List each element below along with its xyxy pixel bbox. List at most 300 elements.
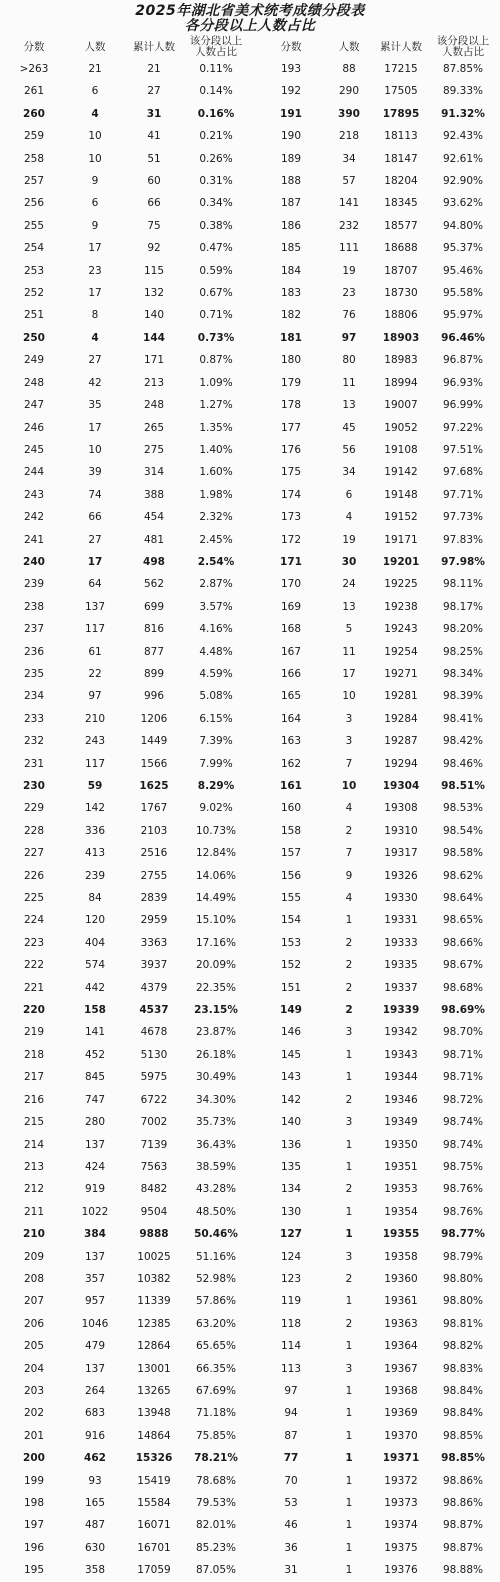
cell-cumulative-left: 899: [143, 667, 165, 680]
score-table-body: [0, 58, 500, 1582]
cell-cumulative-right: 18730: [384, 287, 418, 300]
cell-cumulative-left: 8482: [140, 1183, 168, 1196]
cell-percent-left: 0.16%: [197, 107, 235, 120]
page-title: 2025年湖北省美术统考成绩分段表: [135, 3, 365, 19]
cell-count-left: 280: [84, 1116, 106, 1129]
table-row: [0, 1290, 500, 1312]
cell-cumulative-right: 19294: [384, 757, 418, 770]
cell-score-right: 190: [280, 130, 302, 143]
cell-cumulative-left: 4537: [139, 1004, 169, 1017]
cell-score-left: 228: [23, 824, 45, 837]
cell-cumulative-left: 2103: [140, 824, 168, 837]
cell-count-right: 2: [345, 1093, 353, 1106]
cell-score-right: 123: [280, 1272, 302, 1285]
cell-percent-left: 0.67%: [199, 287, 233, 300]
cell-percent-left: 23.15%: [194, 1004, 238, 1017]
cell-cumulative-left: 13001: [137, 1362, 171, 1375]
cell-cumulative-left: 144: [143, 331, 165, 344]
cell-percent-right: 98.86%: [442, 1497, 484, 1509]
cell-count-right: 4: [345, 892, 353, 905]
cell-percent-right: 95.37%: [442, 242, 484, 255]
cell-count-left: 4: [91, 107, 99, 120]
cell-cumulative-left: 877: [143, 645, 165, 658]
cell-cumulative-left: 92: [147, 242, 161, 255]
cell-count-left: 23: [88, 264, 102, 277]
cell-percent-left: 0.31%: [199, 175, 233, 188]
cell-score-right: 31: [284, 1564, 298, 1577]
header-count-right: 人数: [338, 40, 360, 53]
cell-count-right: 1: [345, 1384, 353, 1397]
cell-count-left: 158: [84, 1004, 106, 1017]
cell-percent-right: 98.11%: [442, 578, 484, 591]
cell-score-right: 193: [280, 63, 302, 75]
cell-cumulative-right: 19225: [384, 578, 418, 591]
cell-count-right: 6: [345, 488, 353, 501]
table-row: [0, 977, 500, 999]
cell-percent-right: 97.73%: [442, 511, 484, 524]
cell-count-left: 1022: [81, 1205, 109, 1218]
cell-percent-left: 48.50%: [195, 1205, 237, 1218]
cell-score-right: 187: [280, 197, 302, 210]
cell-cumulative-left: 5975: [140, 1071, 168, 1084]
cell-score-right: 171: [280, 555, 302, 568]
cell-score-right: 176: [280, 443, 302, 456]
cell-count-right: 1: [345, 1564, 353, 1577]
table-row: [0, 1559, 500, 1581]
cell-count-left: 8: [91, 309, 99, 322]
cell-score-left: 195: [23, 1564, 45, 1577]
cell-score-left: 236: [23, 645, 45, 658]
cell-count-right: 218: [338, 130, 360, 143]
table-row: [0, 887, 500, 909]
cell-count-left: 9: [91, 175, 99, 188]
cell-percent-right: 92.43%: [442, 130, 484, 143]
cell-cumulative-left: 1767: [140, 802, 168, 815]
cell-count-left: 487: [84, 1519, 106, 1532]
cell-percent-left: 1.60%: [199, 466, 233, 479]
cell-score-right: 94: [284, 1407, 298, 1420]
cell-score-left: 225: [23, 892, 45, 905]
header-percent-right: [430, 35, 496, 59]
cell-percent-right: 98.69%: [441, 1004, 485, 1017]
cell-count-right: 390: [338, 107, 360, 120]
cell-cumulative-right: 19355: [382, 1228, 420, 1241]
cell-percent-right: 98.88%: [442, 1564, 484, 1577]
cell-score-right: 181: [280, 331, 302, 344]
cell-percent-left: 43.28%: [195, 1183, 237, 1196]
cell-count-right: 3: [345, 1116, 353, 1129]
cell-count-right: 5: [345, 623, 353, 636]
cell-score-right: 152: [280, 959, 302, 972]
cell-count-left: 243: [84, 735, 106, 748]
cell-percent-left: 52.98%: [195, 1272, 237, 1285]
cell-count-left: 413: [84, 847, 106, 860]
cell-score-right: 155: [280, 892, 302, 905]
cell-score-right: 173: [280, 511, 302, 524]
cell-percent-right: 98.74%: [442, 1116, 484, 1129]
table-row: [0, 1044, 500, 1066]
cell-count-left: 264: [84, 1384, 106, 1397]
cell-count-right: 2: [345, 936, 353, 949]
cell-score-left: 249: [23, 354, 45, 367]
cell-cumulative-left: 498: [143, 555, 165, 568]
cell-percent-left: 51.16%: [195, 1250, 237, 1263]
cell-count-right: 3: [345, 1250, 353, 1263]
cell-cumulative-left: 31: [146, 107, 162, 120]
cell-score-right: 184: [280, 264, 302, 277]
cell-percent-right: 95.97%: [442, 309, 484, 322]
cell-percent-right: 97.68%: [442, 466, 484, 479]
header-score-left: 分数: [23, 40, 45, 53]
cell-count-left: 141: [84, 1026, 106, 1039]
cell-score-right: 179: [280, 376, 302, 389]
cell-score-right: 119: [280, 1295, 302, 1308]
cell-percent-right: 98.46%: [442, 757, 484, 770]
cell-percent-right: 96.99%: [442, 399, 484, 412]
cell-score-left: 208: [23, 1272, 45, 1285]
cell-cumulative-left: 15326: [135, 1452, 173, 1465]
cell-percent-right: 98.84%: [442, 1384, 484, 1397]
cell-count-left: 384: [84, 1228, 106, 1241]
cell-count-right: 19: [342, 533, 356, 546]
cell-percent-right: 95.58%: [442, 287, 484, 300]
cell-cumulative-right: 19360: [384, 1272, 418, 1285]
cell-cumulative-right: 19330: [384, 892, 418, 905]
cell-percent-left: 0.21%: [199, 130, 233, 143]
cell-cumulative-left: 388: [143, 488, 165, 501]
cell-cumulative-right: 19342: [384, 1026, 418, 1039]
cell-count-right: 56: [342, 443, 356, 456]
header-score-right: 分数: [280, 40, 302, 53]
cell-percent-left: 82.01%: [195, 1519, 237, 1532]
cell-percent-left: 63.20%: [195, 1317, 237, 1330]
cell-score-left: 253: [23, 264, 45, 277]
cell-count-right: 23: [342, 287, 356, 300]
cell-score-left: 229: [23, 802, 45, 815]
cell-cumulative-left: 996: [143, 690, 165, 703]
cell-score-left: 220: [23, 1004, 45, 1017]
cell-score-left: 221: [23, 981, 45, 994]
table-row: [0, 954, 500, 976]
cell-count-right: 2: [345, 824, 353, 837]
table-row: [0, 237, 500, 259]
cell-cumulative-left: 12864: [137, 1340, 171, 1353]
table-row: [0, 932, 500, 954]
cell-count-right: 30: [341, 555, 357, 568]
cell-cumulative-left: 213: [143, 376, 165, 389]
cell-score-left: 213: [23, 1160, 45, 1173]
cell-percent-left: 1.35%: [199, 421, 233, 434]
cell-cumulative-left: 816: [143, 623, 165, 636]
cell-percent-right: 98.74%: [442, 1138, 484, 1151]
table-row: [0, 1402, 500, 1424]
cell-count-right: 3: [345, 1362, 353, 1375]
cell-count-left: 574: [84, 959, 106, 972]
cell-count-right: 17: [342, 667, 356, 680]
cell-count-right: 10: [341, 780, 357, 792]
cell-percent-right: 97.71%: [442, 488, 484, 501]
cell-cumulative-left: 1566: [140, 757, 168, 770]
cell-score-left: 201: [23, 1429, 45, 1442]
cell-count-left: 17: [88, 287, 102, 300]
cell-percent-right: 98.87%: [442, 1519, 484, 1532]
cell-score-left: 239: [23, 578, 45, 591]
table-row: [0, 215, 500, 237]
cell-score-right: 167: [280, 645, 302, 658]
cell-percent-right: 98.58%: [442, 847, 484, 860]
cell-score-left: 257: [23, 175, 45, 188]
cell-percent-right: 98.76%: [442, 1183, 484, 1196]
cell-score-right: 161: [280, 780, 302, 792]
table-row: [0, 1246, 500, 1268]
cell-score-right: 97: [284, 1384, 298, 1397]
cell-percent-left: 66.35%: [195, 1362, 237, 1375]
cell-percent-right: 89.33%: [442, 85, 484, 98]
cell-cumulative-right: 19374: [384, 1519, 418, 1532]
cell-score-left: 212: [23, 1183, 45, 1196]
cell-score-left: 203: [23, 1384, 45, 1397]
cell-score-right: 192: [280, 85, 302, 98]
cell-count-left: 39: [88, 466, 102, 479]
cell-count-right: 2: [345, 1272, 353, 1285]
cell-count-right: 3: [345, 735, 353, 748]
cell-percent-right: 98.79%: [442, 1250, 484, 1263]
cell-percent-left: 78.21%: [194, 1452, 238, 1465]
cell-cumulative-right: 19373: [384, 1497, 418, 1509]
cell-percent-right: 98.81%: [442, 1317, 484, 1330]
cell-percent-left: 12.84%: [195, 847, 237, 860]
cell-cumulative-left: 12385: [137, 1317, 171, 1330]
cell-count-right: 232: [338, 219, 360, 232]
cell-cumulative-left: 17059: [137, 1564, 171, 1577]
cell-count-left: 9: [91, 219, 99, 232]
cell-score-right: 182: [280, 309, 302, 322]
cell-cumulative-left: 5130: [140, 1048, 168, 1061]
header-percent-right-line2: 人数占比: [442, 46, 484, 58]
cell-cumulative-left: 1625: [139, 780, 169, 792]
cell-percent-left: 0.87%: [199, 354, 233, 367]
cell-count-left: 462: [84, 1452, 106, 1465]
cell-score-right: 169: [280, 600, 302, 613]
cell-cumulative-right: 19354: [384, 1205, 418, 1218]
cell-count-left: 919: [84, 1183, 106, 1196]
cell-percent-left: 75.85%: [195, 1429, 237, 1442]
cell-count-left: 683: [84, 1407, 106, 1420]
cell-percent-right: 98.80%: [442, 1295, 484, 1308]
cell-score-left: 226: [23, 869, 45, 882]
cell-count-right: 13: [342, 600, 356, 613]
table-row: [0, 1089, 500, 1111]
cell-score-right: 151: [280, 981, 302, 994]
cell-score-left: 218: [23, 1048, 45, 1061]
table-row: [0, 865, 500, 887]
table-row: [0, 349, 500, 371]
cell-percent-right: 93.62%: [442, 197, 484, 210]
cell-cumulative-left: 13948: [137, 1407, 171, 1420]
cell-cumulative-left: 9888: [139, 1228, 169, 1241]
cell-score-left: 214: [23, 1138, 45, 1151]
cell-score-left: 196: [23, 1541, 45, 1554]
cell-count-right: 1: [345, 1048, 353, 1061]
cell-cumulative-right: 18577: [384, 219, 418, 232]
cell-score-left: 243: [23, 488, 45, 501]
cell-cumulative-left: 41: [147, 130, 161, 143]
cell-count-left: 17: [87, 555, 103, 568]
cell-percent-left: 4.59%: [199, 667, 233, 680]
cell-count-left: 93: [88, 1474, 102, 1487]
table-row: [0, 170, 500, 192]
cell-cumulative-left: 481: [143, 533, 165, 546]
cell-count-right: 19: [342, 264, 356, 277]
cell-percent-left: 71.18%: [195, 1407, 237, 1420]
cell-cumulative-right: 18345: [384, 197, 418, 210]
table-row: [0, 573, 500, 595]
cell-count-right: 1: [345, 1228, 353, 1241]
cell-count-left: 4: [91, 331, 99, 344]
cell-score-left: 251: [23, 309, 45, 322]
cell-cumulative-left: 3937: [140, 959, 168, 972]
cell-score-left: 261: [23, 85, 45, 98]
cell-score-left: 200: [23, 1452, 45, 1465]
cell-percent-right: 98.34%: [442, 667, 484, 680]
cell-cumulative-left: 1206: [140, 712, 168, 725]
cell-count-left: 1046: [81, 1317, 109, 1330]
cell-count-left: 17: [88, 421, 102, 434]
cell-percent-left: 15.10%: [195, 914, 237, 927]
cell-count-right: 1: [345, 1205, 353, 1218]
cell-score-right: 87: [284, 1429, 298, 1442]
table-row: [0, 1178, 500, 1200]
cell-score-left: 258: [23, 152, 45, 165]
cell-percent-left: 85.23%: [195, 1541, 237, 1554]
cell-percent-left: 5.08%: [199, 690, 233, 703]
header-cumulative-left: 累计人数: [133, 40, 175, 53]
cell-percent-right: 91.32%: [441, 107, 485, 120]
cell-score-left: 250: [23, 331, 45, 344]
cell-cumulative-left: 6722: [140, 1093, 168, 1106]
cell-percent-right: 87.85%: [442, 63, 484, 75]
cell-count-right: 4: [345, 511, 353, 524]
cell-score-right: 174: [280, 488, 302, 501]
cell-count-right: 1: [345, 1138, 353, 1151]
cell-percent-left: 20.09%: [195, 959, 237, 972]
cell-score-right: 130: [280, 1205, 302, 1218]
cell-percent-left: 87.05%: [195, 1564, 237, 1577]
cell-score-right: 185: [280, 242, 302, 255]
cell-percent-left: 23.87%: [195, 1026, 237, 1039]
cell-cumulative-right: 18204: [384, 175, 418, 188]
cell-cumulative-right: 19108: [384, 443, 418, 456]
cell-percent-right: 98.68%: [442, 981, 484, 994]
cell-cumulative-right: 19353: [384, 1183, 418, 1196]
cell-count-right: 3: [345, 712, 353, 725]
cell-count-right: 76: [342, 309, 356, 322]
cell-score-right: 163: [280, 735, 302, 748]
table-row: [0, 461, 500, 483]
cell-score-right: 188: [280, 175, 302, 188]
cell-cumulative-right: 19349: [384, 1116, 418, 1129]
cell-cumulative-right: 17895: [382, 107, 420, 120]
cell-count-left: 142: [84, 802, 106, 815]
cell-cumulative-right: 19271: [384, 667, 418, 680]
cell-cumulative-right: 18806: [384, 309, 418, 322]
table-row: [0, 282, 500, 304]
cell-count-right: 290: [338, 85, 360, 98]
cell-cumulative-left: 1449: [140, 735, 168, 748]
cell-score-left: 255: [23, 219, 45, 232]
cell-cumulative-right: 19344: [384, 1071, 418, 1084]
cell-cumulative-left: 10382: [137, 1272, 171, 1285]
cell-count-right: 1: [345, 1474, 353, 1487]
cell-percent-right: 98.84%: [442, 1407, 484, 1420]
cell-cumulative-left: 11339: [137, 1295, 171, 1308]
cell-percent-left: 26.18%: [195, 1048, 237, 1061]
table-row: [0, 484, 500, 506]
cell-count-right: 34: [342, 466, 356, 479]
table-row: [0, 1268, 500, 1290]
table-row: [0, 1358, 500, 1380]
table-row: [0, 417, 500, 439]
cell-percent-right: 97.22%: [442, 421, 484, 434]
cell-cumulative-left: 60: [147, 175, 161, 188]
cell-percent-left: 4.16%: [199, 623, 233, 636]
table-row: [0, 1380, 500, 1402]
cell-percent-right: 98.53%: [442, 802, 484, 815]
table-row: [0, 1335, 500, 1357]
cell-percent-left: 10.73%: [195, 824, 237, 837]
cell-cumulative-right: 19284: [384, 712, 418, 725]
cell-percent-right: 98.54%: [442, 824, 484, 837]
cell-cumulative-right: 19326: [384, 869, 418, 882]
table-row: [0, 529, 500, 551]
cell-cumulative-left: 15419: [137, 1474, 171, 1487]
cell-cumulative-right: 19375: [384, 1541, 418, 1554]
table-row: [0, 1066, 500, 1088]
cell-percent-right: 98.65%: [442, 914, 484, 927]
header-percent-left: [182, 35, 250, 59]
cell-cumulative-right: 19369: [384, 1407, 418, 1420]
cell-count-left: 137: [84, 600, 106, 613]
cell-score-right: 170: [280, 578, 302, 591]
cell-percent-left: 0.26%: [199, 152, 233, 165]
cell-count-left: 117: [84, 757, 106, 770]
cell-cumulative-left: 132: [143, 287, 165, 300]
cell-percent-left: 4.48%: [199, 645, 233, 658]
cell-count-right: 34: [342, 152, 356, 165]
cell-cumulative-left: 2839: [140, 892, 168, 905]
cell-percent-right: 98.41%: [442, 712, 484, 725]
cell-percent-right: 98.25%: [442, 645, 484, 658]
cell-count-left: 117: [84, 623, 106, 636]
cell-cumulative-left: 16071: [137, 1519, 171, 1532]
cell-percent-left: 14.06%: [195, 869, 237, 882]
cell-score-left: 245: [23, 443, 45, 456]
cell-count-right: 2: [345, 959, 353, 972]
cell-percent-left: 0.38%: [199, 219, 233, 232]
cell-count-left: 61: [88, 645, 102, 658]
table-row: [0, 797, 500, 819]
cell-percent-left: 17.16%: [195, 936, 237, 949]
cell-percent-left: 2.32%: [199, 511, 233, 524]
table-row: [0, 192, 500, 214]
cell-count-left: 137: [84, 1250, 106, 1263]
cell-cumulative-left: 140: [143, 309, 165, 322]
table-row: [0, 58, 500, 80]
cell-percent-right: 98.42%: [442, 735, 484, 748]
cell-cumulative-left: 265: [143, 421, 165, 434]
cell-score-left: 217: [23, 1071, 45, 1084]
cell-count-left: 120: [84, 914, 106, 927]
